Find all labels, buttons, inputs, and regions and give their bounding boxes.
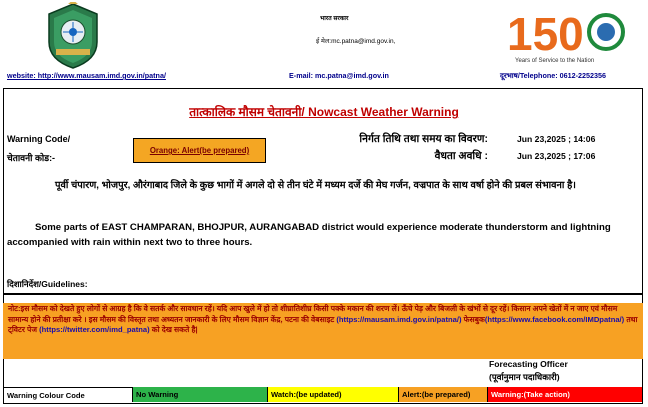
legend-no-warning: No Warning (133, 387, 268, 402)
logo-caption: Years of Service to the Nation (515, 58, 595, 64)
website-link[interactable]: website: http://www.mausam.imd.gov.in/patna/ (7, 71, 166, 80)
contact-links-row (6, 71, 642, 85)
divider (3, 293, 643, 295)
note-twitter-link[interactable]: (https://twitter.com/imd_patna) (39, 325, 150, 334)
imd-150-years-logo (505, 6, 633, 66)
note-text-2: फेसबुक (461, 314, 485, 324)
warning-code-badge: Orange: Alert(be prepared) (133, 138, 266, 163)
validity-value: Jun 23,2025 ; 17:06 (517, 151, 596, 161)
legend-warning: Warning:(Take action) (488, 387, 643, 402)
note-text-4: को देख सकते है| (149, 325, 198, 334)
header-email: ई मेल:mc.patna@imd.gov.in, (316, 38, 396, 45)
note-text-1: नोट:इस मौसम को देखते हुए लोगों से आग्रह है कि वे सतर्क और सावधान रहें। यदि आप खुले में हो तो शीघ्रातिशीघ्र किसी पक्के मकान की शरण लें। ऊँचे पेड़ और बिजली के खंभों से दूर रहें। किसान अपने खेतों में न जाए एवं मौसम सामान्य होने की प्रतीक्षा करे । इस मौसम की विस्तृत तथा अध्यतन जानकारी के लिए मौसम विज्ञान केंद्र, पटना की वेबसाइट (8, 304, 618, 324)
note-facebook-link[interactable]: (https://www.facebook.com/IMDpatna/) (484, 314, 625, 324)
logo-number: 150 (507, 8, 584, 60)
forecasting-officer-hi: (पूर्वानुमान पदाधिकारी) (489, 372, 560, 382)
telephone-link[interactable]: दूरभाष/Telephone: 0612-2252356 (500, 71, 606, 80)
government-label: भारत सरकार (320, 16, 349, 22)
warning-colour-legend (3, 387, 643, 402)
note-website-link[interactable]: (https://mausam.imd.gov.in/patna/) (336, 314, 462, 324)
warning-text-english: Some parts of EAST CHAMPARAN, BHOJPUR, AURANGABAD district would experience moderate thunderstorm and lightning accompanied with rain within next two to three hours. (7, 222, 611, 248)
legend-alert: Alert:(be prepared) (399, 387, 488, 402)
advisory-note (3, 303, 643, 359)
guidelines-label: दिशानिर्देश/Guidelines: (7, 279, 88, 289)
warning-code-label-en: Warning Code/ (7, 134, 71, 144)
issue-time-label: निर्गत तिथि तथा समय का विवरण: (359, 133, 488, 145)
email-link[interactable]: E-mail: mc.patna@imd.gov.in (289, 71, 389, 80)
warning-code-label-hi: चेतावनी कोड:- (7, 153, 56, 163)
imd-emblem-logo (42, 2, 104, 70)
page-title: तात्कालिक मौसम चेतावनी/ Nowcast Weather Warning (189, 105, 459, 119)
warning-text-hindi: पूर्वी चंपारण, भोजपुर, औरंगाबाद जिले के कुछ भागों में अगले दो से तीन घंटे में मध्यम दर्जे की मेघ गर्जन, वज्रपात के साथ वर्षा होने की प्रबल संभावना है। (55, 180, 576, 191)
validity-label: वैधता अवधि : (434, 150, 488, 162)
note-text-3: तथा ट्विटर पेज (8, 314, 638, 334)
forecasting-officer-en: Forecasting Officer (489, 359, 568, 369)
legend-title: Warning Colour Code (3, 387, 133, 402)
legend-watch: Watch:(be updated) (268, 387, 399, 402)
issue-time-value: Jun 23,2025 ; 14:06 (517, 134, 596, 144)
